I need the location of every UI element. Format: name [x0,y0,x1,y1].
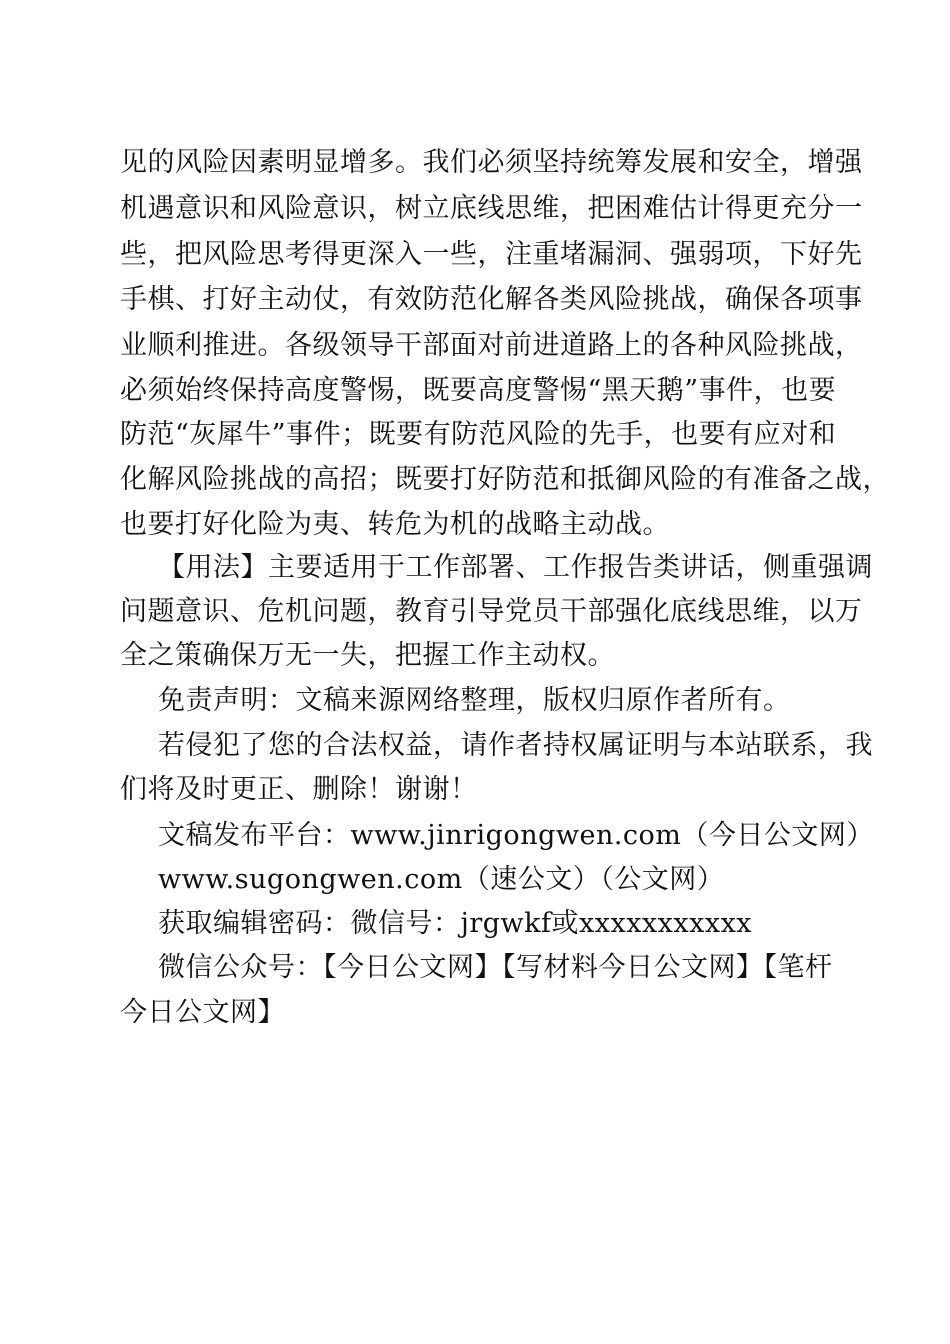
usage-text-line: 【用法】主要适用于工作部署、工作报告类讲话，侧重强调 [158,552,873,583]
disclaimer-text: 免责声明：文稿来源网络整理，版权归原作者所有。 [158,685,791,716]
body-text-line: 见的风险因素明显增多。我们必须坚持统筹发展和安全，增强 [120,147,863,178]
platform-text-line: 文稿发布平台：www.jinrigongwen.com（今日公文网） [158,820,874,851]
platform-text-line: www.sugongwen.com（速公文）（公文网） [158,864,725,895]
wechat-text-line: 今日公文网】 [120,997,285,1028]
body-text-line: 化解风险挑战的高招；既要打好防范和抵御风险的有准备之战， [120,464,890,495]
usage-text-line: 全之策确保万无一失，把握工作主动权。 [120,640,615,671]
wechat-text-line: 微信公众号：【今日公文网】【写材料今日公文网】【笔杆 [158,952,833,983]
infringement-text-line: 们将及时更正、删除！谢谢！ [120,774,478,805]
usage-text-line: 问题意识、危机问题，教育引导党员干部强化底线思维，以万 [120,596,863,627]
body-text-line: 业顺利推进。各级领导干部面对前进道路上的各种风险挑战， [120,330,863,361]
edit-password-text: 获取编辑密码：微信号：jrgwkf或xxxxxxxxxxx [158,908,753,939]
body-text-line: 机遇意识和风险意识，树立底线思维，把困难估计得更充分一 [120,193,863,224]
infringement-text-line: 若侵犯了您的合法权益，请作者持权属证明与本站联系，我 [158,730,873,761]
body-text-line: 也要打好化险为夷、转危为机的战略主动战。 [120,509,670,540]
body-text-line: 手棋、打好主动仗，有效防范化解各类风险挑战，确保各项事 [120,284,863,315]
body-text-line: 防范“灰犀牛”事件；既要有防范风险的先手，也要有应对和 [120,419,837,450]
body-text-line: 必须始终保持高度警惕，既要高度警惕“黑天鹅”事件，也要 [120,375,837,406]
body-text-line: 些，把风险思考得更深入一些，注重堵漏洞、强弱项，下好先 [120,239,863,270]
